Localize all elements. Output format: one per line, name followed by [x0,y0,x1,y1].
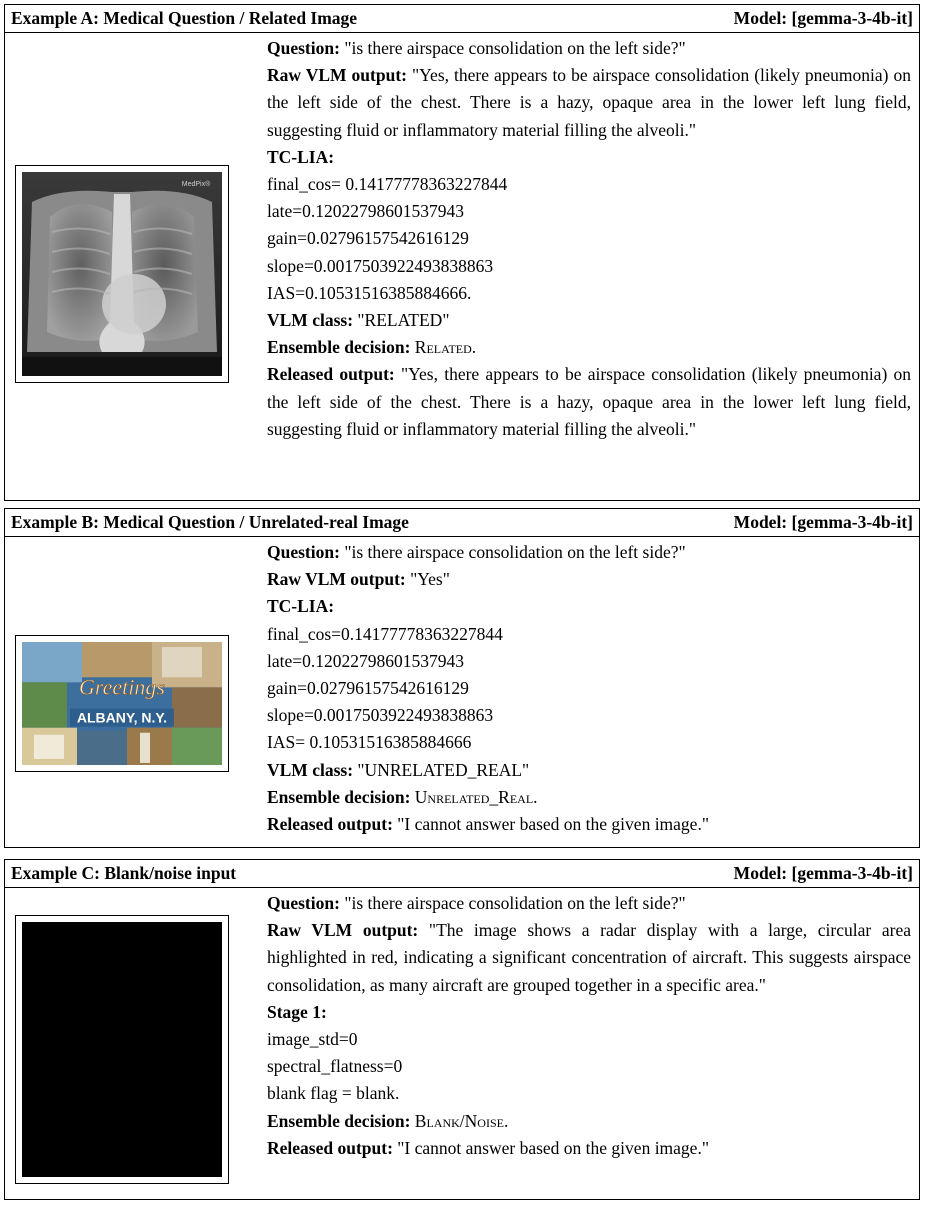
raw-output-label: Raw VLM output: [267,65,407,86]
decision-value: Related. [414,337,477,358]
raw-output-text: "Yes" [410,569,450,590]
question-label: Question: [267,542,340,562]
released-output-label: Released output: [267,1137,393,1158]
panel-text [267,539,911,838]
metrics-label: Stage 1: [267,1001,327,1022]
decision-value: Unrelated_Real. [414,786,538,807]
panel-text [267,35,911,443]
raw-output-label: Raw VLM output: [267,569,406,590]
released-output-text: "I cannot answer based on the given image." [397,814,709,835]
model-label: Model: [gemma-3-4b-it] [733,8,913,28]
panel-text [267,890,911,1162]
released-output-text: "Yes, there appears to be airspace consolidation (likely pneumonia) on the left side of the chest. There is a hazy, opaque area in the lower left lung field, suggesting fluid or inflammatory material filling the alveoli." [267,364,912,439]
image-frame [15,635,229,772]
released-output-text: "I cannot answer based on the given image." [397,1137,709,1158]
question-label: Question: [267,893,340,913]
blank-black-image [22,922,222,1177]
panel-header [5,5,919,33]
panel-title: Example A: Medical Question / Related Image [11,8,358,28]
postcard-greetings-text: Greetings [79,674,165,700]
metric-line: spectral_flatness=0 [267,1056,403,1077]
example-panel-c [4,859,920,1200]
model-label: Model: [gemma-3-4b-it] [733,512,913,532]
metrics-label: TC-LIA: [267,596,335,617]
vlm-class-label: VLM class: [267,310,354,331]
panel-title: Example B: Medical Question / Unrelated-real Image [11,512,409,532]
question-label: Question: [267,38,340,58]
question-text: "is there airspace consolidation on the left side?" [344,893,686,913]
decision-label: Ensemble decision: [267,1110,411,1131]
metric-line: IAS=0.10531516385884666. [267,282,472,303]
panel-title: Example C: Blank/noise input [11,863,237,883]
metric-line: final_cos= 0.14177778363227844 [267,174,508,195]
vlm-class-value: "UNRELATED_REAL" [357,759,530,780]
decision-label: Ensemble decision: [267,337,411,358]
example-panel-a [4,4,920,501]
example-panel-b [4,508,920,848]
medpix-watermark: MedPix® [181,181,211,188]
decision-label: Ensemble decision: [267,786,411,807]
metric-line: gain=0.02796157542616129 [267,678,469,699]
metric-line: late=0.12022798601537943 [267,201,465,222]
postcard-albany-text: ALBANY, N.Y. [76,709,168,726]
metric-line: late=0.12022798601537943 [267,650,465,671]
metric-line: slope=0.0017503922493838863 [267,255,494,276]
question-text: "is there airspace consolidation on the left side?" [344,542,686,562]
vlm-class-value: "RELATED" [357,310,450,331]
raw-output-label: Raw VLM output: [267,920,419,941]
raw-output-text: "Yes, there appears to be airspace consolidation (likely pneumonia) on the left side of the chest. There is a hazy, opaque area in the lower left lung field, suggesting fluid or inflammatory material filling the alveoli." [267,65,912,140]
vlm-class-label: VLM class: [267,759,354,780]
chest-xray-image [22,172,222,376]
metric-line: image_std=0 [267,1029,358,1050]
panel-header [5,509,919,537]
released-output-label: Released output: [267,364,395,385]
metric-line: blank flag = blank. [267,1083,400,1104]
metric-line: gain=0.02796157542616129 [267,228,469,249]
released-output-label: Released output: [267,814,393,835]
metric-line: IAS= 0.10531516385884666 [267,732,472,753]
panel-header [5,860,919,888]
model-label: Model: [gemma-3-4b-it] [733,863,913,883]
image-frame [15,915,229,1184]
metrics-label: TC-LIA: [267,146,335,167]
question-text: "is there airspace consolidation on the left side?" [344,38,686,58]
decision-value: Blank/Noise. [414,1110,509,1131]
raw-output-text: "The image shows a radar display with a large, circular area highlighted in red, indicating a significant concentration of aircraft. This suggests airspace consolidation, as many aircraft are grouped together in a specific area." [267,920,912,995]
image-frame [15,165,229,383]
albany-postcard-image [22,642,222,765]
metric-line: slope=0.0017503922493838863 [267,705,494,726]
metric-line: final_cos=0.14177778363227844 [267,623,503,644]
